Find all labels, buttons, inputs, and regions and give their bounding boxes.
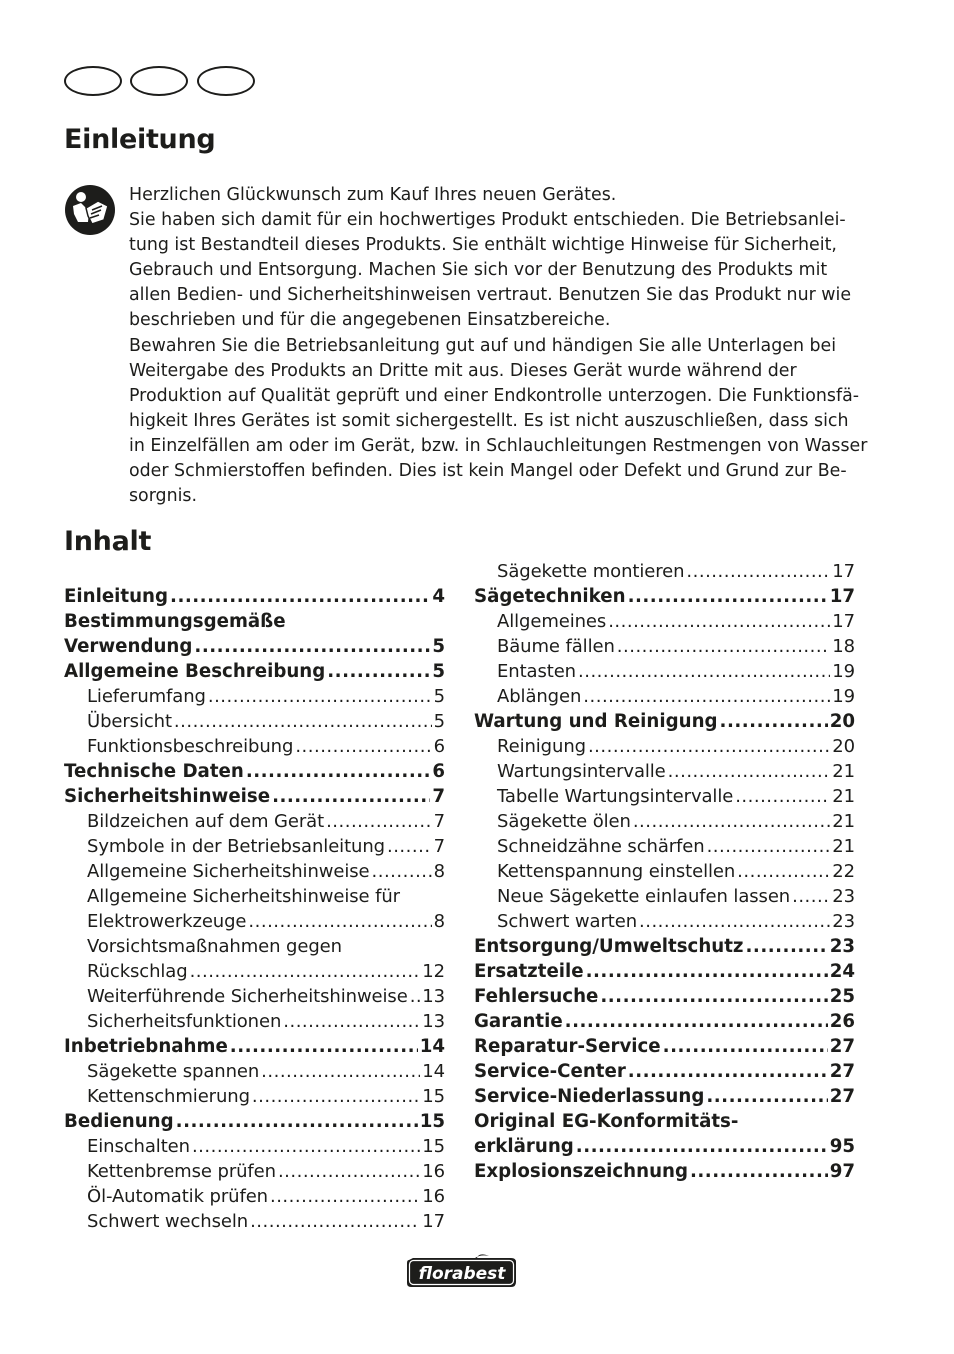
intro-paragraph-3: Bewahren Sie die Betriebsanleitung gut auf und händigen Sie alle Unterlagen bei Weitergabe des Produkts an Dritte mit aus. Dieses Gerät wurde während der Produktion auf Qualität geprüft und einer Endkontrolle unterzogen. Die Funktionsfä-higkeit Ihres Gerätes ist somit sichergestellt. Es ist nicht auszuschließen, dass sich in Einzelfällen am oder im Gerät, bzw. in Schlauchleitungen Restmengen von Wasser oder Schmierstoffen befinden. Dies ist kein Mangel oder Defekt und Grund zur Be-sorgnis. <box>129 335 868 507</box>
toc-entry-page: 15 <box>419 1111 445 1132</box>
toc-entry-page: 25 <box>829 986 855 1007</box>
toc-leader-dots <box>326 809 432 834</box>
toc-entry <box>474 759 855 784</box>
toc-entry <box>64 884 445 909</box>
intro-heading: Einleitung <box>64 124 216 155</box>
toc-entry-page: 15 <box>422 1136 445 1157</box>
toc-entry <box>474 1034 855 1059</box>
toc-entry-title: Sägetechniken <box>474 586 626 607</box>
toc-leader-dots <box>387 834 432 859</box>
toc-entry <box>64 959 445 984</box>
toc-entry <box>64 659 445 684</box>
toc-entry-title: Allgemeines <box>497 611 607 632</box>
toc-entry-title: Einschalten <box>87 1136 190 1157</box>
toc-entry-title: Allgemeine Beschreibung <box>64 661 326 682</box>
toc-entry-title: Entasten <box>497 661 576 682</box>
toc-entry <box>474 1059 855 1084</box>
toc-entry-title: Garantie <box>474 1011 563 1032</box>
toc-entry-page: 18 <box>832 636 855 657</box>
toc-entry <box>64 1109 445 1134</box>
toc-entry <box>474 1084 855 1109</box>
toc-entry <box>474 809 855 834</box>
toc-entry <box>474 659 855 684</box>
toc-leader-dots <box>190 959 421 984</box>
toc-entry-page: 12 <box>422 961 445 982</box>
toc-entry-page: 21 <box>832 836 855 857</box>
intro-paragraph-2: Sie haben sich damit für ein hochwertiges Produkt entschieden. Die Betriebsanlei-tung ist Bestandteil dieses Produkts. Sie enthält wichtige Hinweise für Sicherheit, Gebrauch und Entsorgung. Machen Sie sich vor der Benutzung des Produkts mit allen Bedien- und Sicherheitshinweisen vertraut. Benutzen Sie das Produkt nur wie beschrieben und für die angegebenen Einsatzbereiche. <box>129 210 852 331</box>
toc-entry <box>64 1009 445 1034</box>
toc-entry <box>64 609 445 634</box>
toc-entry-page: 23 <box>832 911 855 932</box>
toc-leader-dots <box>617 634 831 659</box>
toc-entry <box>64 909 445 934</box>
toc-entry-page: 17 <box>832 561 855 582</box>
toc-entry-page: 21 <box>832 786 855 807</box>
toc-entry-page: 4 <box>432 586 445 607</box>
toc-entry <box>64 1084 445 1109</box>
toc-entry-page: 8 <box>433 861 445 882</box>
toc-entry-page: 5 <box>432 636 445 657</box>
toc-entry-title: Inbetriebnahme <box>64 1036 228 1057</box>
toc-leader-dots <box>372 859 432 884</box>
toc-leader-dots <box>639 909 830 934</box>
toc-entry-page: 97 <box>829 1161 855 1182</box>
toc-entry-page: 17 <box>832 611 855 632</box>
toc-entry-title: Sicherheitshinweise <box>64 786 271 807</box>
logo-text: florabest <box>418 1264 506 1284</box>
toc-leader-dots <box>690 1159 828 1184</box>
florabest-logo <box>405 1254 519 1290</box>
toc-entry <box>474 1009 855 1034</box>
toc-leader-dots <box>578 659 830 684</box>
toc-entry-title: Sicherheitsfunktionen <box>87 1011 282 1032</box>
toc-leader-dots <box>252 1084 420 1109</box>
toc-entry-title: Elektrowerkzeuge <box>87 911 247 932</box>
toc-leader-dots <box>261 1059 420 1084</box>
toc-entry-title: Sägekette ölen <box>497 811 631 832</box>
toc-leader-dots <box>628 584 828 609</box>
toc-entry <box>64 984 445 1009</box>
toc-leader-dots <box>663 1034 828 1059</box>
toc-entry-title: Reparatur-Service <box>474 1036 661 1057</box>
toc-entry-page: 22 <box>832 861 855 882</box>
toc-entry <box>474 609 855 634</box>
toc-entry-page: 14 <box>419 1036 445 1057</box>
toc-entry-title: Schwert wechseln <box>87 1211 249 1232</box>
toc-leader-dots <box>735 784 830 809</box>
toc-entry <box>474 684 855 709</box>
toc-entry-title: Allgemeine Sicherheitshinweise für <box>87 886 400 907</box>
toc-leader-dots <box>283 1009 420 1034</box>
toc-entry-title: Bestimmungsgemäße <box>64 611 286 632</box>
toc-leader-dots <box>208 684 432 709</box>
toc-entry <box>64 634 445 659</box>
toc-entry-title: Bäume fällen <box>497 636 615 657</box>
toc-leader-dots <box>565 1009 828 1034</box>
toc-entry-page: 27 <box>829 1036 855 1057</box>
toc-entry <box>474 859 855 884</box>
toc-entry-page: 23 <box>832 886 855 907</box>
toc-entry-page: 7 <box>433 836 445 857</box>
toc-entry-title: Schwert warten <box>497 911 637 932</box>
toc-entry <box>64 1209 445 1234</box>
toc-entry-page: 21 <box>832 811 855 832</box>
toc-leader-dots <box>194 634 430 659</box>
toc-left-column <box>64 584 445 1234</box>
toc-entry <box>474 709 855 734</box>
toc-leader-dots <box>270 1184 420 1209</box>
toc-leader-dots <box>192 1134 420 1159</box>
toc-entry <box>474 884 855 909</box>
language-oval-2 <box>130 66 188 96</box>
toc-entry-title: Funktionsbeschreibung <box>87 736 294 757</box>
toc-entry-title: Übersicht <box>87 711 172 732</box>
toc-entry-title: Kettenschmierung <box>87 1086 250 1107</box>
toc-leader-dots <box>246 759 431 784</box>
toc-leader-dots <box>746 934 828 959</box>
toc-leader-dots <box>410 984 421 1009</box>
toc-entry-title: Neue Sägekette einlaufen lassen <box>497 886 791 907</box>
toc-entry-page: 5 <box>433 686 445 707</box>
toc-entry-title: Lieferumfang <box>87 686 206 707</box>
toc-entry-title: Sägekette montieren <box>497 561 685 582</box>
toc-entry <box>64 684 445 709</box>
toc-entry <box>474 834 855 859</box>
toc-leader-dots <box>278 1159 420 1184</box>
toc-leader-dots <box>576 1134 828 1159</box>
toc-entry-title: Tabelle Wartungsintervalle <box>497 786 734 807</box>
toc-entry <box>474 984 855 1009</box>
toc-entry <box>474 559 855 584</box>
toc-entry-page: 20 <box>832 736 855 757</box>
toc-entry <box>474 634 855 659</box>
intro-paragraph-1: Herzlichen Glückwunsch zum Kauf Ihres neuen Gerätes. <box>129 185 617 205</box>
read-manual-icon <box>64 184 116 236</box>
toc-entry-title: Service-Niederlassung <box>474 1086 705 1107</box>
toc-entry-page: 20 <box>829 711 855 732</box>
toc-entry-page: 13 <box>422 986 445 1007</box>
toc-entry-title: Verwendung <box>64 636 193 657</box>
toc-entry-page: 24 <box>829 961 855 982</box>
toc-entry-title: Explosionszeichnung <box>474 1161 688 1182</box>
toc-entry-title: Schneidzähne schärfen <box>497 836 705 857</box>
toc-leader-dots <box>586 959 828 984</box>
toc-leader-dots <box>707 834 831 859</box>
toc-leader-dots <box>295 734 431 759</box>
toc-entry-page: 13 <box>422 1011 445 1032</box>
toc-entry-page: 23 <box>829 936 855 957</box>
toc-entry-page: 16 <box>422 1186 445 1207</box>
toc-entry-page: 6 <box>432 761 445 782</box>
toc-entry <box>474 1134 855 1159</box>
toc-entry <box>474 1159 855 1184</box>
toc-entry-page: 15 <box>422 1086 445 1107</box>
toc-entry <box>64 759 445 784</box>
toc-entry-title: Original EG-Konformitäts- <box>474 1111 739 1132</box>
toc-entry-title: Öl-Automatik prüfen <box>87 1186 268 1207</box>
toc-entry-title: Bedienung <box>64 1111 174 1132</box>
toc-entry-page: 6 <box>433 736 445 757</box>
toc-entry <box>64 584 445 609</box>
toc-entry <box>64 1134 445 1159</box>
toc-leader-dots <box>176 1109 418 1134</box>
toc-entry-title: Service-Center <box>474 1061 626 1082</box>
toc-leader-dots <box>170 584 430 609</box>
toc-entry-title: Technische Daten <box>64 761 244 782</box>
language-oval-1 <box>64 66 122 96</box>
toc-entry-title: Wartung und Reinigung <box>474 711 718 732</box>
toc-entry-page: 7 <box>433 811 445 832</box>
toc-entry-title: erklärung <box>474 1136 574 1157</box>
toc-entry-page: 17 <box>422 1211 445 1232</box>
toc-entry <box>64 784 445 809</box>
toc-entry-title: Kettenbremse prüfen <box>87 1161 276 1182</box>
toc-entry-title: Weiterführende Sicherheitshinweise <box>87 986 408 1007</box>
toc-leader-dots <box>583 684 830 709</box>
toc-leader-dots <box>706 1084 827 1109</box>
toc-leader-dots <box>327 659 430 684</box>
toc-entry <box>64 834 445 859</box>
toc-entry <box>474 584 855 609</box>
toc-entry-title: Fehlersuche <box>474 986 599 1007</box>
toc-leader-dots <box>230 1034 418 1059</box>
toc-entry-page: 8 <box>433 911 445 932</box>
toc-entry <box>474 734 855 759</box>
toc-entry-title: Rückschlag <box>87 961 188 982</box>
toc-entry-page: 7 <box>432 786 445 807</box>
toc-entry <box>64 934 445 959</box>
toc-entry <box>64 1059 445 1084</box>
toc-entry <box>64 809 445 834</box>
toc-entry <box>64 1034 445 1059</box>
toc-entry-page: 27 <box>829 1086 855 1107</box>
language-ovals <box>64 66 259 98</box>
toc-leader-dots <box>792 884 830 909</box>
toc-leader-dots <box>174 709 432 734</box>
toc-entry <box>474 909 855 934</box>
toc-entry-title: Ersatzteile <box>474 961 584 982</box>
toc-entry-title: Entsorgung/Umweltschutz <box>474 936 744 957</box>
toc-leader-dots <box>628 1059 828 1084</box>
toc-entry-title: Bildzeichen auf dem Gerät <box>87 811 325 832</box>
language-oval-3 <box>197 66 255 96</box>
intro-text <box>129 183 869 509</box>
toc-entry-title: Symbole in der Betriebsanleitung <box>87 836 385 857</box>
toc-entry-title: Vorsichtsmaßnahmen gegen <box>87 936 342 957</box>
toc-entry-title: Allgemeine Sicherheitshinweise <box>87 861 370 882</box>
toc-entry-title: Kettenspannung einstellen <box>497 861 736 882</box>
toc-entry-page: 19 <box>832 686 855 707</box>
toc-right-column <box>474 559 855 1184</box>
toc-leader-dots <box>248 909 431 934</box>
toc-entry-page: 16 <box>422 1161 445 1182</box>
toc-entry-title: Reinigung <box>497 736 586 757</box>
toc-entry-page: 19 <box>832 661 855 682</box>
toc-entry-title: Wartungsintervalle <box>497 761 666 782</box>
toc-leader-dots <box>720 709 828 734</box>
toc-entry-page: 17 <box>829 586 855 607</box>
toc-entry <box>64 859 445 884</box>
toc-entry-page: 14 <box>422 1061 445 1082</box>
toc-entry-page: 26 <box>829 1011 855 1032</box>
toc-entry-page: 21 <box>832 761 855 782</box>
toc-leader-dots <box>588 734 830 759</box>
toc-entry <box>64 1184 445 1209</box>
toc-entry-page: 27 <box>829 1061 855 1082</box>
toc-entry <box>474 1109 855 1134</box>
toc-entry-page: 95 <box>829 1136 855 1157</box>
toc-heading: Inhalt <box>64 526 152 557</box>
toc-entry-title: Einleitung <box>64 586 169 607</box>
toc-leader-dots <box>686 559 830 584</box>
toc-leader-dots <box>608 609 830 634</box>
toc-leader-dots <box>737 859 830 884</box>
toc-entry <box>64 709 445 734</box>
toc-leader-dots <box>250 1209 420 1234</box>
toc-entry <box>64 1159 445 1184</box>
toc-leader-dots <box>668 759 831 784</box>
toc-entry-title: Sägekette spannen <box>87 1061 260 1082</box>
toc-entry-title: Ablängen <box>497 686 582 707</box>
toc-entry <box>64 734 445 759</box>
toc-entry-page: 5 <box>433 711 445 732</box>
toc-leader-dots <box>633 809 830 834</box>
toc-entry-page: 5 <box>432 661 445 682</box>
toc-leader-dots <box>272 784 430 809</box>
toc-entry <box>474 934 855 959</box>
toc-leader-dots <box>600 984 827 1009</box>
toc-entry <box>474 959 855 984</box>
toc-entry <box>474 784 855 809</box>
